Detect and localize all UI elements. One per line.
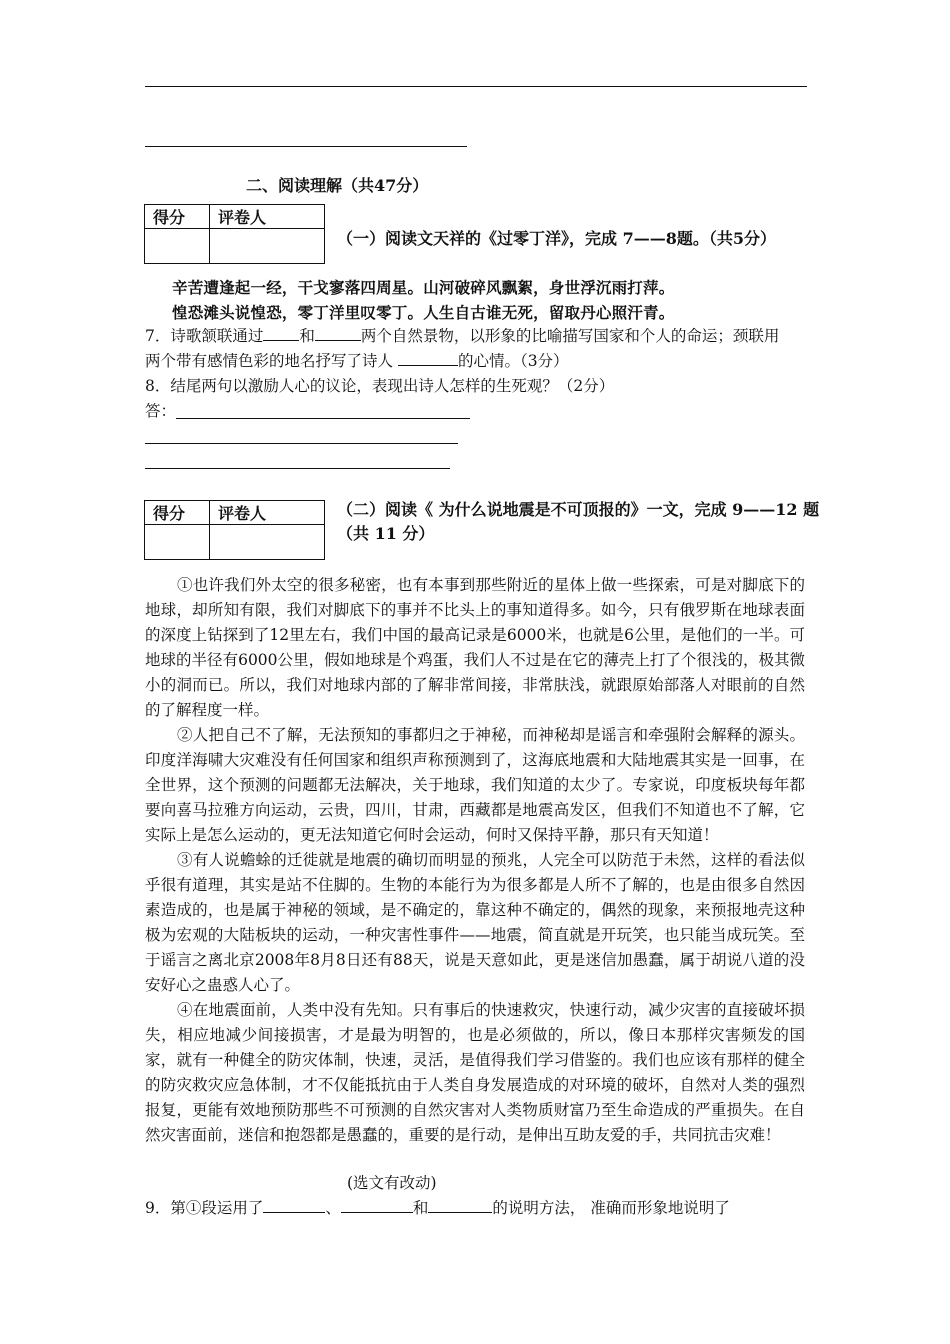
paragraph-4: ④在地震面前，人类中没有先知。只有事后的快速救灾，快速行动，减少灾害的直接破坏损失，相应地减少间接损害，才是最为明智的，也是必须做的，所以，像日本那样灾害频发的国家，就有一种健全的防灾体制，快速，灵活，是值得我们学习借鉴的。我们也应该有那样的健全的防灾救灾应急体制，才不仅能抵抗由于人类自身发展造成的对环境的破坏，自然对人类的强烈报复，更能有效地预防那些不可预测的自然灾害对人类物质财富乃至生命造成的严重损失。在自然灾害面前，迷信和抱怨都是愚蠢的，重要的是行动，是伸出互助友爱的手，共同抗击灾难！ <box>145 1001 805 1144</box>
answer-line-3[interactable] <box>145 468 450 469</box>
answer-line-top-short <box>145 146 467 147</box>
q9-text-c: 和 <box>412 1199 429 1217</box>
score-label: 得分 <box>145 501 210 525</box>
grader-label: 评卷人 <box>210 205 325 229</box>
grader-label: 评卷人 <box>210 501 325 525</box>
score-label: 得分 <box>145 205 210 229</box>
q9-text-b: 、 <box>325 1199 341 1217</box>
paragraph-2: ②人把自己不了解，无法预知的事都归之于神秘，而神秘却是谣言和牵强附会解释的源头。印度洋海啸大灾难没有任何国家和组织声称预测到了，这海底地震和大陆地震其实是一回事，在全世界，这个预测的问题都无法解决，关于地球，我们知道的太少了。专家说，印度板块每年都要向喜马拉雅方向运动，云贵，四川，甘肃，西藏都是地震高发区，但我们不知道也不了解，它实际上是怎么运动的，更无法知道它何时会运动，何时又保持平静，那只有天知道！ <box>145 726 805 844</box>
q9-blank-3[interactable] <box>428 1196 492 1213</box>
answer-line-2[interactable] <box>145 443 458 444</box>
grader-cell <box>210 525 325 560</box>
source-note: (选文有改动) <box>347 1174 437 1192</box>
part2-heading-line-1: （二）阅读《 为什么说地震是不可顶报的》一文，完成 9——12 题 <box>337 500 820 519</box>
q7-text-d: 两个带有感情色彩的地名抒写了诗人 <box>145 352 398 370</box>
paragraph-3: ③有人说蟾蜍的迁徙就是地震的确切而明显的预兆，人完全可以防范于未然，这样的看法似乎很有道理，其实是站不住脚的。生物的本能行为为很多都是人所不了解的，也是由很多自然因素造成的，也是属于神秘的领域，是不确定的，靠这种不确定的，偶然的现象，来预报地壳这种极为宏观的大陆板块的运动，一种灾害性事件——地震，简直就是开玩笑，也只能当成玩笑。至于谣言之离北京2008年8月8日还有88天，说是天意如此，更是迷信加愚蠢，属于胡说八道的没安好心之蛊惑人心了。 <box>145 851 805 994</box>
q7-blank-1[interactable] <box>263 324 299 341</box>
score-cell <box>145 525 210 560</box>
grader-cell <box>210 229 325 264</box>
section-title: 二、阅读理解（共47分） <box>246 176 429 195</box>
q7-blank-2[interactable] <box>315 324 361 341</box>
q9-text-a: 9．第①段运用了 <box>145 1199 264 1217</box>
q7-text-c: 两个自然景物，以形象的比喻描写国家和个人的命运；颈联用 <box>360 327 780 345</box>
article-body <box>145 573 805 1148</box>
score-table-1 <box>144 204 325 264</box>
q9-blank-2[interactable] <box>341 1196 413 1213</box>
score-cell <box>145 229 210 264</box>
q7-text-a: 7．诗歌颔联通过 <box>145 327 264 345</box>
question-8: 8．结尾两句以激励人心的议论，表现出诗人怎样的生死观？（2分） <box>145 377 615 395</box>
q7-text-e: 的心情。（3分） <box>457 352 569 370</box>
q9-text-d: 的说明方法， 准确而形象地说明了 <box>492 1199 730 1217</box>
q7-blank-3[interactable] <box>398 349 458 366</box>
question-9 <box>145 1196 810 1221</box>
score-table-2 <box>144 500 325 560</box>
q9-blank-1[interactable] <box>263 1196 325 1213</box>
poem-line-2: 惶恐滩头说惶恐，零丁洋里叹零丁。人生自古谁无死，留取丹心照汗青。 <box>172 304 675 322</box>
answer-line-top-long <box>145 86 807 87</box>
poem-line-1: 辛苦遭逢起一经，干戈寥落四周星。山河破碎风飘絮，身世浮沉雨打萍。 <box>172 279 675 297</box>
answer-line-1[interactable] <box>176 418 470 419</box>
part2-heading-line-2: （共 11 分） <box>337 524 435 543</box>
question-7 <box>145 324 810 374</box>
q7-text-b: 和 <box>299 327 315 345</box>
paragraph-1: ①也许我们外太空的很多秘密，也有本事到那些附近的星体上做一些探索，可是对脚底下的地球，却所知有限，我们对脚底下的事并不比头上的事知道得多。如今，只有俄罗斯在地球表面的深度上钻探到了12里左右，我们中国的最高记录是6000米，也就是6公里，是他们的一半。可地球的半径有6000公里，假如地球是个鸡蛋，我们人不过是在它的薄壳上打了个很浅的，极其微小的洞而已。所以，我们对地球内部的了解非常间接，非常肤浅，就跟原始部落人对眼前的自然的了解程度一样。 <box>145 576 805 719</box>
part1-heading: （一）阅读文天祥的《过零丁洋》，完成 7——8题。（共5分） <box>337 229 776 248</box>
answer-label: 答： <box>145 402 177 420</box>
